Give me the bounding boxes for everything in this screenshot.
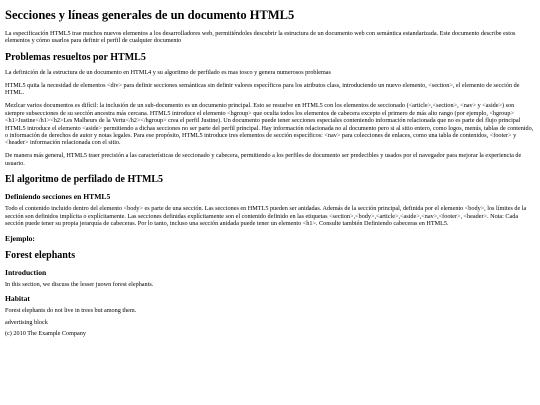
example-habitat-text: Forest elephants do not live in trees but among them.: [5, 307, 137, 315]
section-heading-algorithm: El algoritmo de perfilado de HTML5: [5, 174, 164, 186]
example-label: Ejemplo:: [5, 233, 35, 243]
example-introduction-text: In this section, we discuss the lesser juown forest elephants.: [5, 280, 154, 288]
subheading-defining-sections: Definiendo secciones en HTML5: [5, 192, 111, 202]
page-title: Secciones y líneas generales de un documento HTML5: [5, 8, 295, 22]
copyright-footer: (c) 2010 The Example Company: [5, 330, 86, 338]
example-title: Forest elephants: [5, 249, 76, 261]
algorithm-paragraph: Todo el contenido incluido dentro del elemento <body> es parte de una sección. Las secciones en HMTL5 pueden ser anidadas. Además de la sección principal, definida por el elemento <body>, los límites de la sección son definidos implícita o explícitamente. Las secciones definidas explícitamente son el contenido definido en las etiquetas <section>,<body>,<article>,<aside>,<nav>,<footer>, <header>. Nota: Cada sección puede tener su propia jerarquía de cabeceras. Por lo tanto, incluso una sección anidada puede tener un elemento <h1>. Consulte también Definiendo cabeceras en HTML5.: [5, 205, 527, 228]
section-heading-problems: Problemas resueltos por HTML5: [5, 51, 146, 63]
example-introduction-heading: Introduction: [5, 267, 47, 277]
problems-paragraph-3: Mezlcar varios documentos es difícil: la inclusión de un sub-documento es un documento principal. Esto se resuelve en HTML5 con los elementos de seccionado (<article>,<section>, <nav> y <aside>) son siempre subsecciones de su sección ancestra más cercana. HTML5 introduce el elemento <hgroup> que oculta todos los elementos de cabecera excepto el primero de más alto rango (por ejemplo, <hgroup><h1>Justine</h1><h2>Les Malheurs de la Vertu</h2></hgroup> crea el perfil Justine). Un documento puede tener secciones especiales conteniendo información relacionada que no es parte del flujo principal HTML5 introduce el elemento <aside> permitiendo a dichas secciones no ser parte del perfil principal. Hay información relacionada no al documento pero si al sitio entero, como logos, menús, tablas de contenido, o información de derechos de autor y notas legales. Para ese propósito, HTML5 introduce tres elementos de sección específicos: <nav> para colecciones de enlaces, como una tabla de contenidos, <footer> y <header> información relacionada con el sitio.: [5, 102, 534, 147]
intro-paragraph: La especificación HTML5 trae muchos nuevos elementos a los desarrolladores web, permitiéndoles descubrir la estructura de un documento web con semántica estandarizada. Este documento describe estos elementos y cómo usarlos para definir el perfil de cualquier documento: [5, 30, 516, 45]
problems-paragraph-1: La definición de la estructura de un documento en HTML4 y su algoritmo de perfilado es mas tosco y genera numerosos problemas: [5, 68, 331, 76]
problems-paragraph-2: HTML5 quita la necesidad de elementos <div> para definir secciones semánticas sin definir valores específicos para los atributos class, introduciendo un nuevo elemento, <section>, el elemento de sección de HTML.: [5, 81, 520, 97]
advertising-block: advertising block: [5, 318, 48, 326]
example-habitat-heading: Habitat: [5, 294, 30, 304]
problems-paragraph-4: De manera más general, HTML5 traer precisión a las características de seccionado y cabecera, permitiendo a los perfiles de documento ser predecibles y usados por el navegador para mejorar la experiencia de usuario.: [5, 152, 522, 167]
